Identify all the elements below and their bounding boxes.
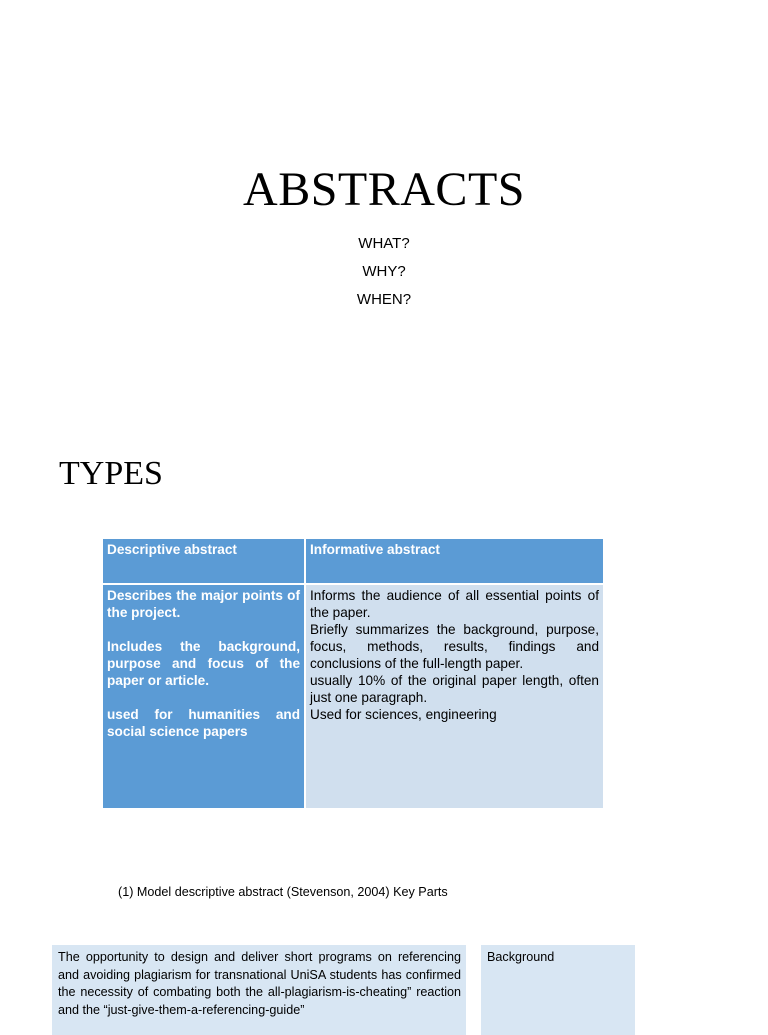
question-when: WHEN? bbox=[356, 291, 412, 308]
descriptive-point: Includes the background, purpose and focus of the paper or article. bbox=[107, 639, 300, 688]
informative-point: Informs the audience of all essential points of the paper. bbox=[310, 588, 599, 620]
model-abstract-text: The opportunity to design and deliver short programs on referencing and avoiding plagiarism for transnational UniSA students has confirmed the necessity of combating both the all-plagiarism-is-cheating” reaction and the “just-give-them-a-referencing-guide” bbox=[52, 945, 466, 1035]
table-header-row bbox=[103, 539, 603, 584]
descriptive-point: used for humanities and social science papers bbox=[107, 707, 300, 739]
model-caption: (1) Model descriptive abstract (Stevenson, 2004) Key Parts bbox=[118, 885, 448, 899]
question-why: WHY? bbox=[362, 263, 406, 280]
model-part-label: Background bbox=[481, 945, 635, 1035]
informative-cell bbox=[305, 584, 603, 808]
informative-point: Used for sciences, engineering bbox=[310, 707, 497, 722]
types-heading: TYPES bbox=[59, 455, 163, 492]
page-title: ABSTRACTS bbox=[243, 163, 525, 216]
abstract-types-table bbox=[103, 539, 603, 808]
informative-point: Briefly summarizes the background, purpose, focus, methods, results, findings and conclusions of the full-length paper. bbox=[310, 622, 599, 671]
header-descriptive: Descriptive abstract bbox=[103, 539, 305, 584]
question-list bbox=[0, 230, 768, 314]
header-informative: Informative abstract bbox=[305, 539, 603, 584]
question-what: WHAT? bbox=[358, 235, 410, 252]
descriptive-cell bbox=[103, 584, 305, 808]
informative-point: usually 10% of the original paper length, often just one paragraph. bbox=[310, 673, 599, 705]
table-body-row bbox=[103, 584, 603, 808]
descriptive-point: Describes the major points of the project. bbox=[107, 588, 300, 620]
